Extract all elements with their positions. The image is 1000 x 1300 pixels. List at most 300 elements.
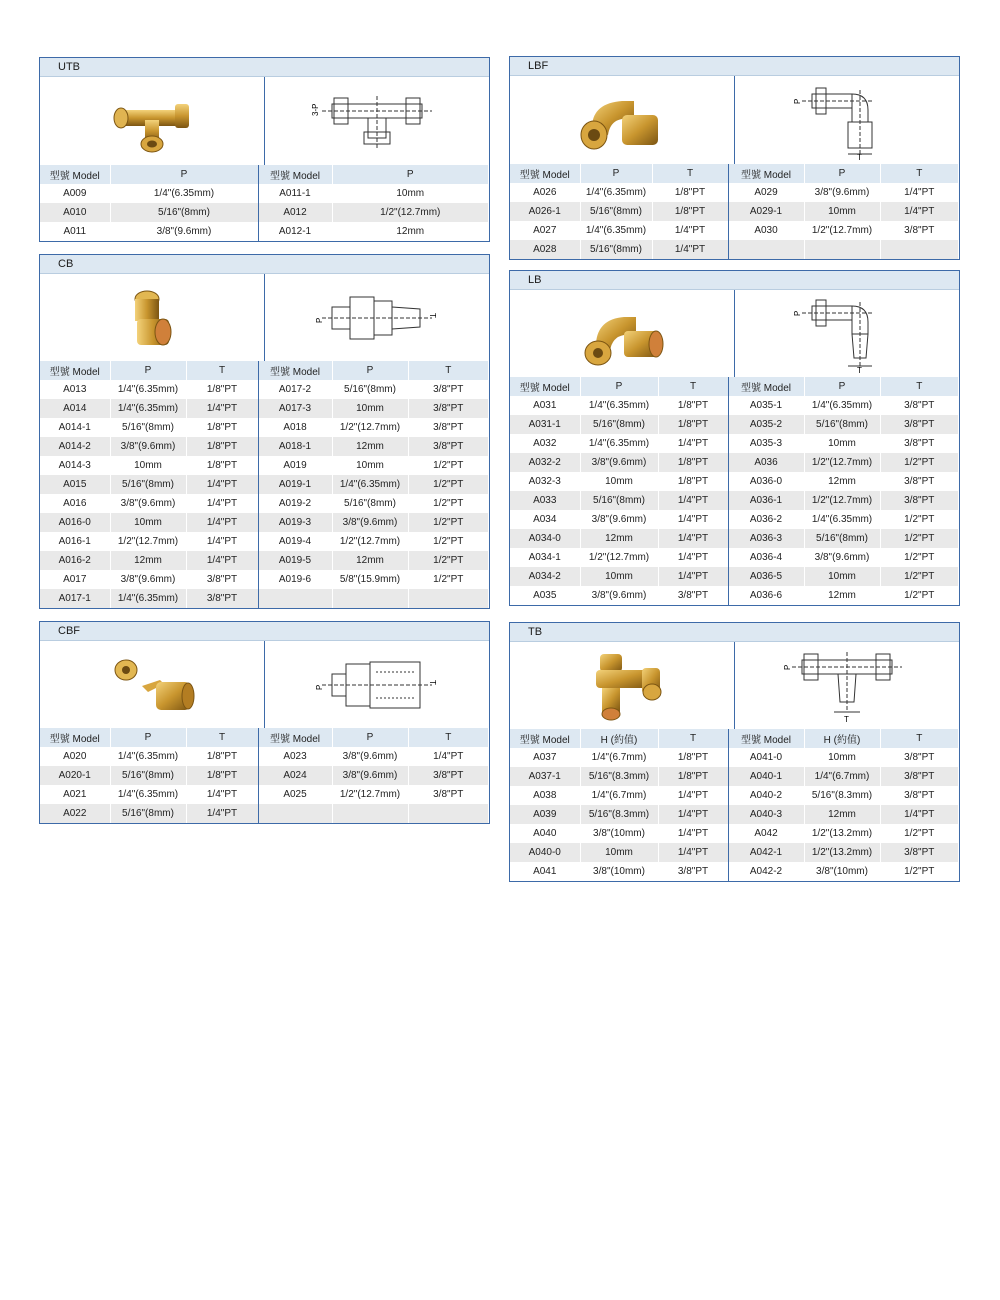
table-cell: A036-5 [728,567,804,586]
table-cell: 1/2"(12.7mm) [580,548,658,567]
table-cell: 3/8"PT [880,491,959,510]
table-row [40,203,489,222]
table-cell: 1/4"(6.35mm) [332,475,408,494]
table-cell: A014 [40,399,110,418]
table-cell: 3/8"PT [880,472,959,491]
table-cell: A040-1 [728,767,804,786]
table-cell: 10mm [332,399,408,418]
panel-title: TB [510,623,959,642]
table-cell: 3/8"(9.6mm) [804,548,880,567]
table-cell: A036-4 [728,548,804,567]
table-cell: 1/4"(6.7mm) [580,748,658,767]
table-cell: 3/8"PT [408,380,489,399]
table-cell: A024 [258,766,332,785]
table-cell: 10mm [804,748,880,767]
column-header: P [332,361,408,380]
panel-cbf [39,621,490,824]
table-row [510,396,959,415]
table-header-row [40,165,489,184]
table-row [40,766,489,785]
drawing-label-p: P [793,98,802,104]
table-row [40,804,489,823]
table-cell [258,804,332,823]
table-cell: A014-2 [40,437,110,456]
table-cell: A033 [510,491,580,510]
table-cell: 5/8"(15.9mm) [332,570,408,589]
product-photo [510,642,735,729]
table-cell: A027 [510,221,580,240]
table-cell: 3/8"(9.6mm) [332,513,408,532]
table-row [510,862,959,881]
table-header-row [40,361,489,380]
column-header: 型號 Model [40,728,110,747]
table-cell: 3/8"PT [880,415,959,434]
product-photo [40,641,265,728]
table-cell: A017-1 [40,589,110,608]
table-cell: 1/4"(6.35mm) [580,183,652,202]
table-cell: 1/2"PT [408,456,489,475]
table-row [510,567,959,586]
table-cell [258,589,332,608]
table-cell: 1/4"(6.35mm) [110,785,186,804]
drawing-label-t: T [428,679,437,685]
table-cell: A034-0 [510,529,580,548]
table-cell: 1/4"(6.35mm) [110,399,186,418]
table-cell: A028 [510,240,580,259]
table-cell: A035-2 [728,415,804,434]
table-cell: A036-3 [728,529,804,548]
table-cell: 1/4"PT [880,805,959,824]
table-cell: A019 [258,456,332,475]
column-header: 型號 Model [510,164,580,183]
brass-branch-tee-icon [572,648,672,724]
female-connector-drawing-icon [312,650,442,720]
table-row [510,472,959,491]
table-cell: 5/16"(8mm) [110,475,186,494]
table-cell: A017-3 [258,399,332,418]
column-header: T [652,164,728,183]
table-cell [804,240,880,259]
table-cell: 3/8"(10mm) [580,824,658,843]
table-cell: 1/4"PT [880,183,959,202]
table-cell: A042-2 [728,862,804,881]
drawing-label-p: P [793,310,802,316]
table-cell: 1/4"PT [658,548,728,567]
technical-drawing [265,274,489,361]
column-header: H (約值) [580,729,658,748]
table-cell: 1/4"(6.35mm) [804,510,880,529]
table-row [510,805,959,824]
image-row [510,642,959,729]
table-cell: 1/4"PT [186,475,258,494]
panel-lb [509,270,960,606]
technical-drawing [735,642,959,729]
table-cell: 1/2"(12.7mm) [804,221,880,240]
column-header: 型號 Model [40,361,110,380]
table-header-row [510,164,959,183]
table-cell: 1/2"PT [880,453,959,472]
technical-drawing [735,290,959,377]
table-cell: 1/4"PT [658,567,728,586]
table-cell: 12mm [580,529,658,548]
table-row [510,824,959,843]
table-cell [880,240,959,259]
table-row [510,748,959,767]
table-cell: A016-1 [40,532,110,551]
product-photo [40,274,265,361]
table-cell: 1/8"PT [658,748,728,767]
product-photo [510,76,735,164]
column-header: 型號 Model [510,377,580,396]
table-cell [332,804,408,823]
table-cell: 1/2"PT [880,510,959,529]
table-cell: 1/2"PT [880,529,959,548]
table-cell: A018-1 [258,437,332,456]
brass-elbow-male-icon [572,299,672,369]
table-cell: A031-1 [510,415,580,434]
table-cell: 1/4"(6.7mm) [804,767,880,786]
table-cell: 1/2"PT [408,475,489,494]
elbow-male-drawing-icon [792,294,902,374]
table-cell: 1/8"PT [658,396,728,415]
table-cell: 1/4"PT [658,824,728,843]
panel-title: CB [40,255,489,274]
product-photo [40,77,265,165]
table-cell: 3/8"(9.6mm) [804,183,880,202]
table-cell: 1/2"PT [408,494,489,513]
table-cell: 10mm [804,567,880,586]
table-cell: A038 [510,786,580,805]
table-cell: 3/8"PT [408,418,489,437]
table-row [40,513,489,532]
table-header-row [510,729,959,748]
branch-tee-drawing-icon [782,646,912,726]
table-cell: A032-3 [510,472,580,491]
table-row [510,183,959,202]
table-cell [332,589,408,608]
spec-table [510,377,959,605]
column-header: T [408,361,489,380]
table-cell: 1/4"PT [658,529,728,548]
table-cell: A032 [510,434,580,453]
table-cell: 5/16"(8.3mm) [580,805,658,824]
column-header: P [110,361,186,380]
table-cell: 5/16"(8.3mm) [580,767,658,786]
table-cell: A034 [510,510,580,529]
table-cell: A042-1 [728,843,804,862]
drawing-label-t: T [428,312,437,318]
table-cell [408,589,489,608]
table-cell: 1/8"PT [186,418,258,437]
table-cell: 3/8"PT [408,399,489,418]
table-cell: 1/4"PT [658,434,728,453]
table-cell: A041-0 [728,748,804,767]
table-cell: A029 [728,183,804,202]
brass-connector-icon [117,283,187,353]
table-cell: 3/8"PT [880,748,959,767]
table-cell: 1/4"PT [186,399,258,418]
table-cell: A039 [510,805,580,824]
table-cell [408,804,489,823]
column-header: H (約值) [804,729,880,748]
spec-table [510,164,959,259]
table-cell: A012 [258,203,332,222]
table-cell: A019-6 [258,570,332,589]
table-cell: 1/2"(12.7mm) [110,532,186,551]
spec-table [40,361,489,608]
table-row [40,222,489,241]
table-cell: A011 [40,222,110,241]
table-cell: 10mm [804,434,880,453]
table-cell: 1/2"(12.7mm) [804,453,880,472]
table-cell: 3/8"(9.6mm) [332,747,408,766]
table-cell: A042 [728,824,804,843]
table-cell: A025 [258,785,332,804]
spec-table [510,729,959,881]
table-cell: 3/8"PT [186,589,258,608]
table-cell: A035-1 [728,396,804,415]
table-cell: 1/2"(12.7mm) [332,418,408,437]
table-cell: A023 [258,747,332,766]
table-cell: 1/4"PT [658,491,728,510]
table-row [40,532,489,551]
table-cell: A037-1 [510,767,580,786]
table-cell: 12mm [332,222,489,241]
table-row [40,494,489,513]
table-cell: 5/16"(8mm) [804,415,880,434]
table-cell: 1/2"PT [408,513,489,532]
table-cell: 3/8"PT [658,862,728,881]
table-cell: 3/8"(9.6mm) [110,494,186,513]
column-header: P [804,377,880,396]
column-header: T [880,729,959,748]
image-row [40,77,489,165]
column-header: P [804,164,880,183]
column-header: P [580,377,658,396]
table-row [40,747,489,766]
table-cell: 1/8"PT [658,472,728,491]
table-cell: 5/16"(8mm) [110,804,186,823]
table-row [510,221,959,240]
table-cell: A019-1 [258,475,332,494]
table-cell: 1/4"PT [658,843,728,862]
technical-drawing [735,76,959,164]
table-cell: A034-2 [510,567,580,586]
table-cell: A014-1 [40,418,110,437]
table-cell: 12mm [804,805,880,824]
table-cell: 5/16"(8mm) [580,202,652,221]
table-row [40,437,489,456]
table-cell: 1/4"PT [652,240,728,259]
table-cell: 5/16"(8mm) [332,380,408,399]
table-row [510,202,959,221]
table-cell: A036-2 [728,510,804,529]
table-cell: A019-2 [258,494,332,513]
table-cell: A030 [728,221,804,240]
table-row [40,184,489,203]
column-header: 型號 Model [258,361,332,380]
table-cell: 3/8"PT [658,586,728,605]
table-cell: 10mm [580,567,658,586]
table-cell: 3/8"PT [880,434,959,453]
panel-cb [39,254,490,609]
table-row [40,785,489,804]
table-cell: 5/16"(8mm) [580,415,658,434]
drawing-label-p: P [315,317,324,323]
table-cell: A016-2 [40,551,110,570]
table-cell: 1/4"PT [880,202,959,221]
table-cell: A019-5 [258,551,332,570]
column-header: 型號 Model [258,165,332,184]
table-cell: A017-2 [258,380,332,399]
table-header-row [510,377,959,396]
table-cell: 5/16"(8mm) [110,418,186,437]
panel-title: UTB [40,58,489,77]
table-cell: 3/8"(10mm) [804,862,880,881]
brass-tee-fitting-icon [107,86,197,156]
table-cell: 3/8"PT [880,767,959,786]
table-row [40,456,489,475]
table-cell: A040 [510,824,580,843]
panel-title: LB [510,271,959,290]
table-cell: A019-4 [258,532,332,551]
table-cell: 1/8"PT [186,747,258,766]
table-cell: A010 [40,203,110,222]
table-cell: A022 [40,804,110,823]
table-cell: A036-1 [728,491,804,510]
table-cell: 1/8"PT [652,202,728,221]
table-cell: A012-1 [258,222,332,241]
table-cell: 5/16"(8mm) [110,766,186,785]
connector-drawing-icon [312,283,442,353]
table-cell: 1/2"(12.7mm) [804,491,880,510]
table-cell: A034-1 [510,548,580,567]
column-header: T [658,377,728,396]
table-cell: A015 [40,475,110,494]
table-cell: 1/4"(6.35mm) [580,434,658,453]
panel-title: LBF [510,57,959,76]
table-cell: 1/4"PT [186,804,258,823]
column-header: 型號 Model [728,729,804,748]
table-cell: 10mm [110,513,186,532]
table-cell: 12mm [804,472,880,491]
table-cell: 10mm [332,456,408,475]
spec-table [40,728,489,823]
table-cell: 1/4"(6.35mm) [110,184,258,203]
table-cell: 1/4"PT [186,785,258,804]
table-cell: 1/2"PT [880,548,959,567]
table-cell: 1/4"PT [186,551,258,570]
table-cell: 1/2"PT [880,862,959,881]
drawing-label-p: P [315,684,324,690]
table-cell: 1/2"(13.2mm) [804,824,880,843]
table-cell: A032-2 [510,453,580,472]
drawing-label: 3-P [311,103,320,116]
table-cell: A019-3 [258,513,332,532]
table-cell: A040-3 [728,805,804,824]
table-cell: 1/8"PT [186,456,258,475]
brass-elbow-female-icon [572,85,672,155]
table-cell: 1/2"PT [408,570,489,589]
table-cell: 1/2"(12.7mm) [332,532,408,551]
drawing-label-t: T [844,714,849,724]
table-cell: A036-0 [728,472,804,491]
table-cell: A016 [40,494,110,513]
column-header: 型號 Model [40,165,110,184]
table-cell: 12mm [804,586,880,605]
table-cell: A036 [728,453,804,472]
table-cell: 1/8"PT [652,183,728,202]
technical-drawing [265,77,489,165]
table-cell: 5/16"(8mm) [580,240,652,259]
table-cell: 10mm [580,843,658,862]
table-cell: 1/4"(6.35mm) [580,396,658,415]
table-cell: A040-0 [510,843,580,862]
table-cell: 1/4"PT [658,786,728,805]
table-cell: A020 [40,747,110,766]
table-cell: A021 [40,785,110,804]
table-cell: 3/8"(9.6mm) [110,222,258,241]
product-photo [510,290,735,377]
table-cell [728,240,804,259]
table-cell: 5/16"(8mm) [580,491,658,510]
table-row [40,551,489,570]
column-header: T [186,728,258,747]
table-cell: A009 [40,184,110,203]
table-cell: A016-0 [40,513,110,532]
column-header: 型號 Model [258,728,332,747]
drawing-label-t: T [857,153,862,162]
table-cell: 3/8"(10mm) [580,862,658,881]
table-row [510,786,959,805]
table-cell: 3/8"(9.6mm) [332,766,408,785]
table-cell: 3/8"(9.6mm) [110,570,186,589]
table-cell: A011-1 [258,184,332,203]
table-cell: 5/16"(8.3mm) [804,786,880,805]
column-header: 型號 Model [510,729,580,748]
table-row [510,434,959,453]
image-row [510,76,959,164]
table-row [40,399,489,418]
table-cell: 3/8"PT [408,766,489,785]
column-header: T [186,361,258,380]
table-row [40,589,489,608]
table-cell: 1/4"(6.35mm) [110,589,186,608]
table-cell: 1/2"PT [880,586,959,605]
table-cell: 3/8"PT [408,785,489,804]
column-header: T [880,377,959,396]
column-header: T [658,729,728,748]
column-header: P [580,164,652,183]
table-row [510,529,959,548]
table-cell: 3/8"PT [880,221,959,240]
table-cell: A040-2 [728,786,804,805]
table-cell: 3/8"(9.6mm) [580,453,658,472]
panel-lbf [509,56,960,260]
table-cell: 1/4"PT [186,494,258,513]
table-cell: 1/8"PT [658,453,728,472]
table-cell: 1/4"PT [186,532,258,551]
table-cell: A020-1 [40,766,110,785]
table-cell: 1/8"PT [186,766,258,785]
panel-utb [39,57,490,242]
table-cell: A013 [40,380,110,399]
table-cell: 1/4"PT [652,221,728,240]
table-cell: 3/8"(9.6mm) [580,510,658,529]
table-cell: 3/8"PT [408,437,489,456]
table-row [510,510,959,529]
drawing-label-p: P [783,664,792,670]
